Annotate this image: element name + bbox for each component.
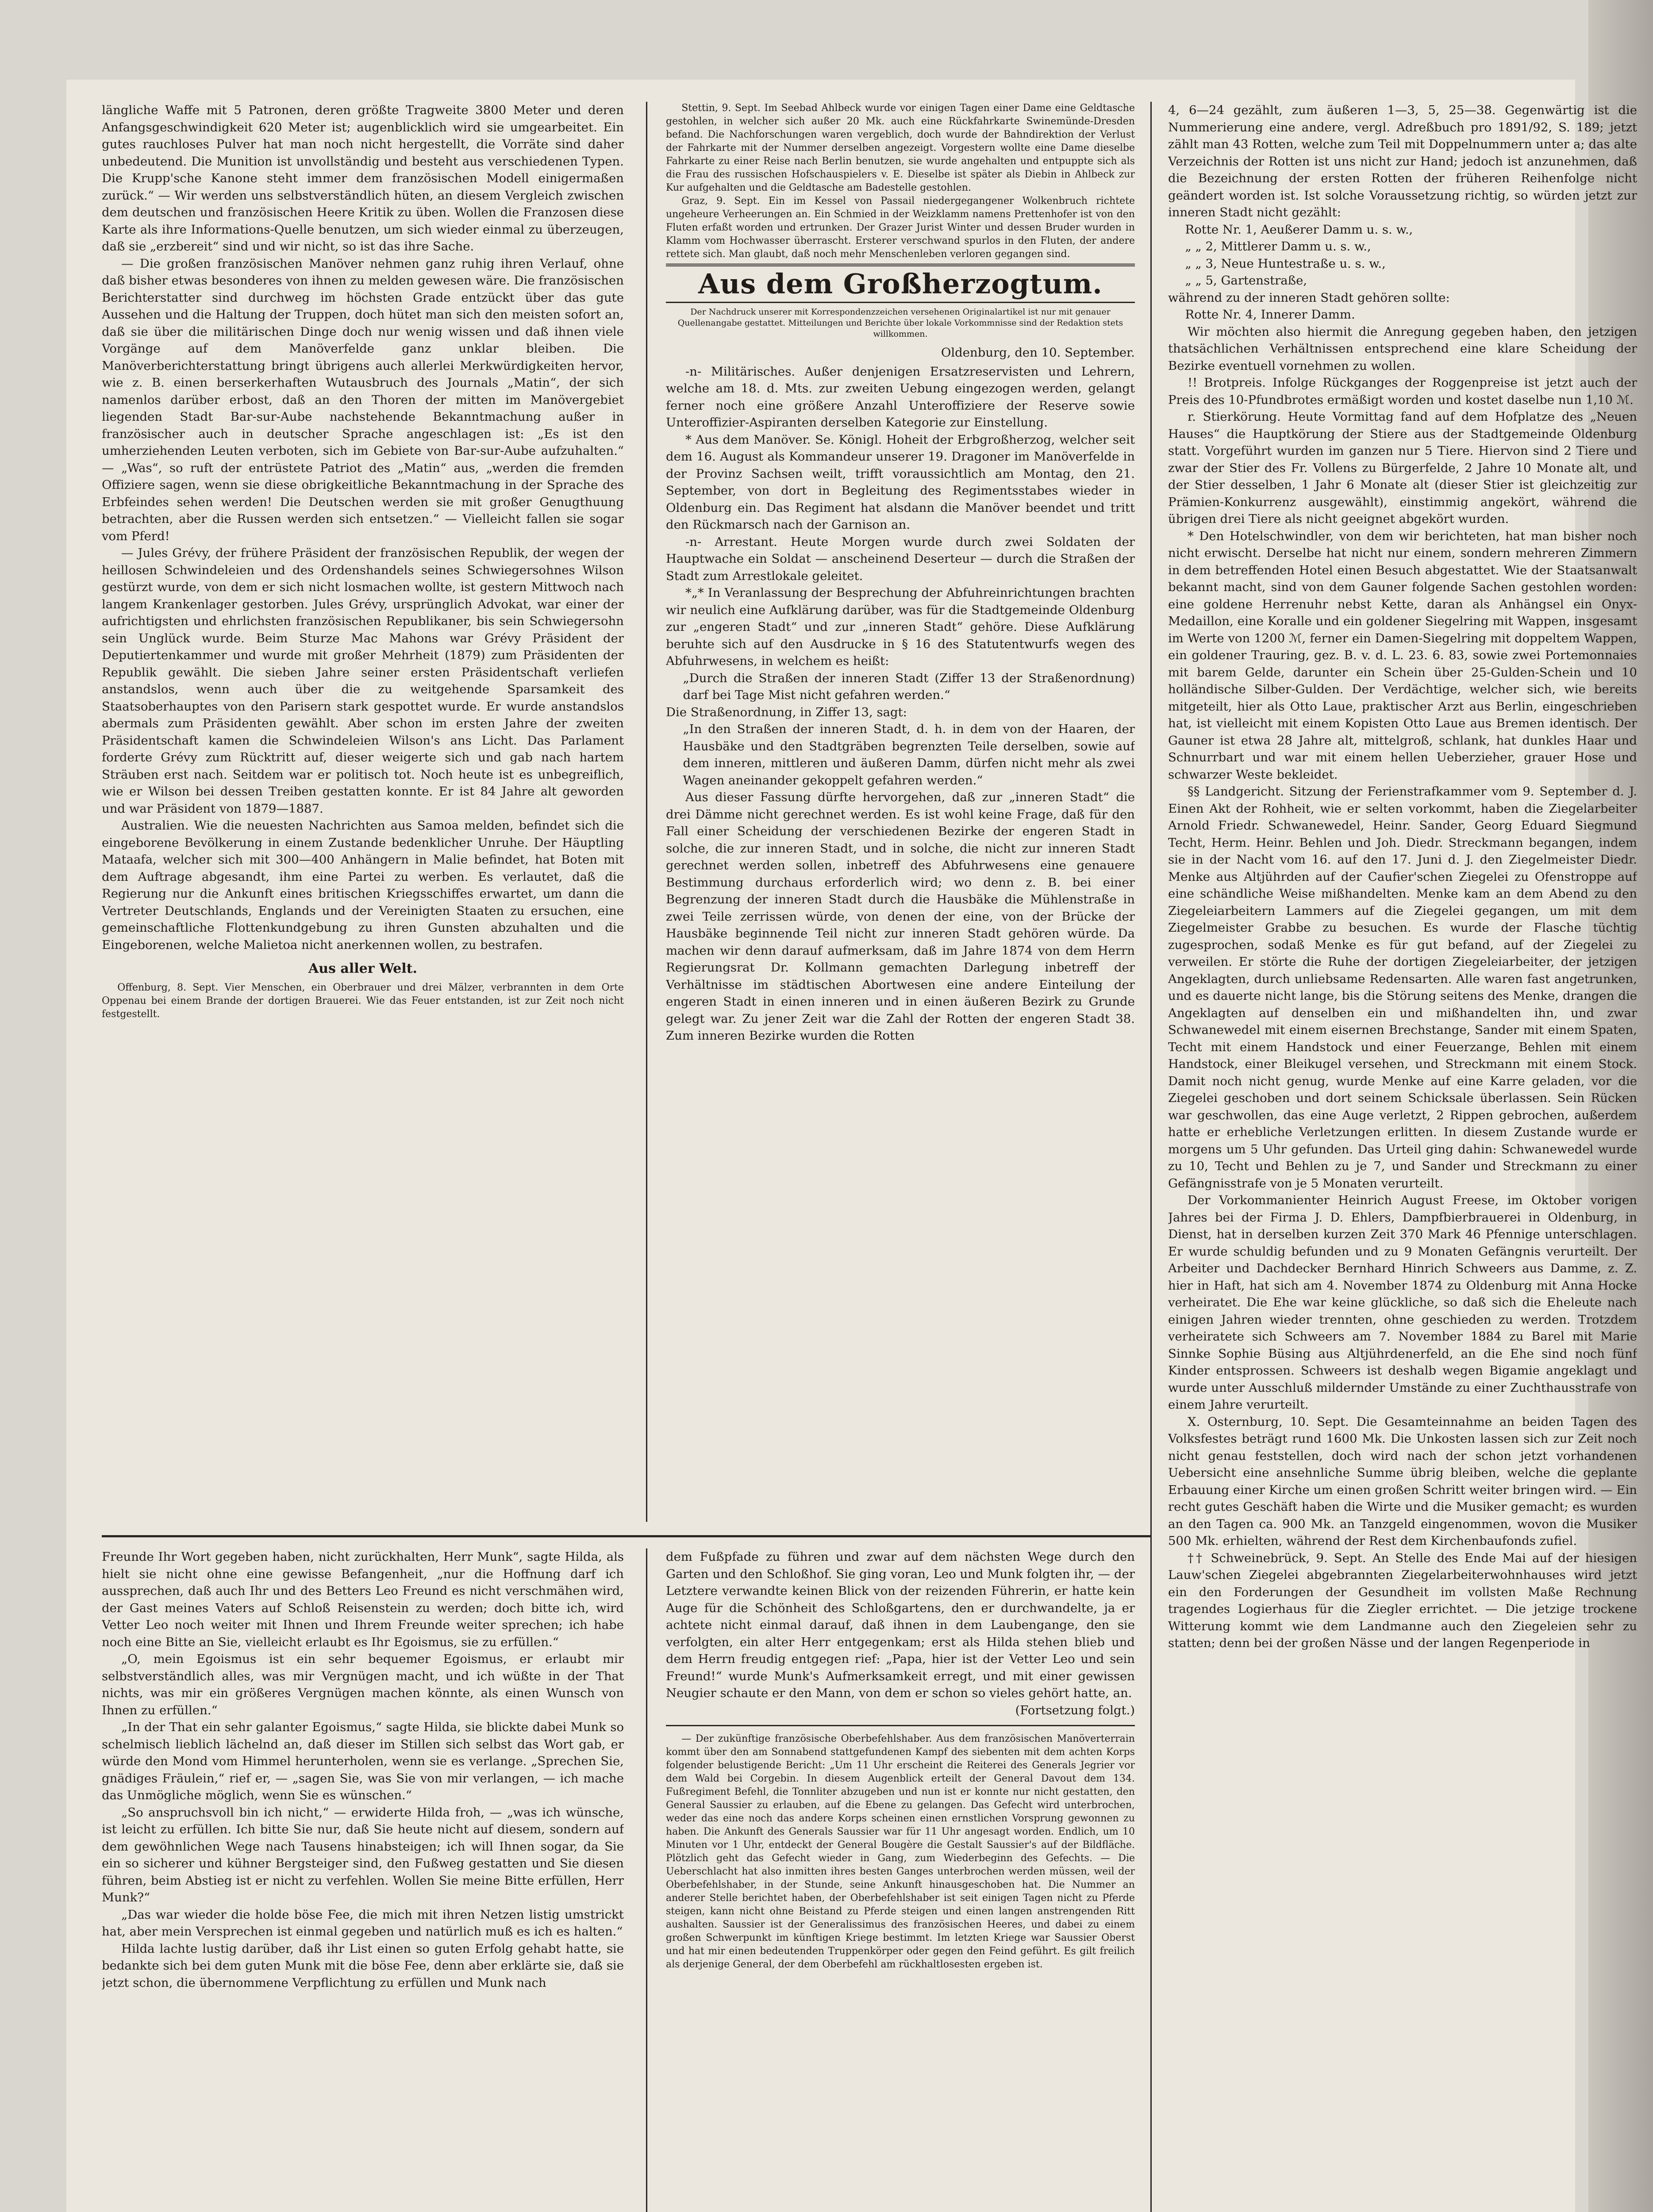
paragraph: †† Schweinebrück, 9. Sept. An Stelle des Ende Mai auf der hiesigen Lauw'schen Ziegelei abgebrannten Ziegelarbeiterwohnhauses wird jetzt ein den Forderungen der Gesundheit im vollsten Maße Rechnung tragendes Logierhaus für die Ziegler errichtet. — Die jetzige trockene Witterung kommt wie dem Landmanne auch den Ziegeleien sehr zu statten; denn bei der großen Nässe und der langen Regenperiode in — [1168, 1551, 1637, 1650]
paragraph: längliche Waffe mit 5 Patronen, deren größte Tragweite 3800 Meter und deren Anfangsgeschwindigkeit 620 Meter ist; augenblicklich wird sie umgearbeitet. Ein gutes rauchloses Pulver hat man noch nicht hergestellt, die Vorräte sind daher unbedeutend. Die Munition ist unvollständig und besteht aus verschiedenen Typen. Die Krupp'sche Kanone steht immer dem französischen Modell einigermaßen zurück.“ — Wir werden uns selbstverständlich hüten, an diesem Vergleich zwischen dem deutschen und französischen Heere Kritik zu üben. Wollen die Franzosen diese Karte als ihre Informations-Quelle benutzen, um sich wieder einmal zu überzeugen, daß sie „erzbereit“ sind und wir nicht, so ist das ihre Sache. — [102, 103, 624, 253]
paragraph: — Die großen französischen Manöver nehmen ganz ruhig ihren Verlauf, ohne daß bisher etwas besonderes von ihnen zu melden gewesen wäre. Die französischen Berichterstatter sind durchweg im höchsten Grade entzückt über das gute Aussehen und die Haltung der Truppen, doch hütet man sich den meisten sofort an, daß sie über die militärischen Dinge doch nur wenig wissen und daß ihnen viele Vorgänge auf dem Manöverfelde ganz unklar bleiben. Die Manöverberichterstattung bringt übrigens auch allerlei Merkwürdigkeiten hervor, wie z. B. einen berserkerhaften Wutausbruch des Journals „Matin“, der sich namenlos darüber erbost, daß an den Thoren der mitten im Manövergebiet liegenden Stadt Bar-sur-Aube nachstehende Bekanntmachung außer in französischer auch in deutscher Sprache angeschlagen ist: „Es ist den umherziehenden Leuten verboten, sich im Gebiete von Bar-sur-Aube aufzuhalten.“ — „Was“, so ruft der entrüstete Patriot des „Matin“ aus, „werden die fremden Offiziere sagen, wenn sie diese obrigkeitliche Bekanntmachung in der Sprache des Erbfeindes sehen werden! Die Deutschen werden sie mit großer Genugthuung betrachten, aber die Russen werden sich entsetzen.“ — Vielleicht fallen sie sogar vom Pferd! — [102, 256, 624, 543]
paragraph: X. Osternburg, 10. Sept. Die Gesamteinnahme an beiden Tagen des Volksfestes beträgt rund 1600 Mk. Die Unkosten lassen sich zur Zeit noch nicht genau feststellen, doch wird nach der schon jetzt vorhandenen Uebersicht eine ansehnliche Summe übrig bleiben, welche die geplante Erbauung einer Kirche um einen großen Schritt weiter bringen wird. — Ein recht gutes Geschäft haben die Wirte und die Musiker gemacht; es wurden an den Tagen ca. 900 Mk. an Tanzgeld eingenommen, wovon die Musiker 500 Mk. erhielten, während der Rest dem Kirchenbaufonds zufiel. — [1168, 1414, 1637, 1548]
paragraph: Hilda lachte lustig darüber, daß ihr List einen so guten Erfolg gehabt hatte, sie bedankte sich bei dem guten Munk mit die böse Fee, denn aber erklärte sie, daß sie jetzt schon, die übernommene Verpflichtung zu erfüllen und Munk nach — [102, 1941, 624, 1990]
paragraph: Australien. Wie die neuesten Nachrichten aus Samoa melden, befindet sich die eingeborene Bevölkerung in einem Zustande bedenklicher Unruhe. Der Häuptling Mataafa, welcher sich mit 300—400 Anhängern in Malie befindet, hat Boten mit dem Auftrage abgesandt, ihm eine Partei zu werben. Es verlautet, daß die Regierung nur die Ankunft eines britischen Kriegsschiffes erwartet, um dann die Vertreter Deutschlands, Englands und der Vereinigten Staaten zu ersuchen, eine gemeinschaftliche Flottenkundgebung zu ihren Gunsten abzuhalten und die Eingeborenen, welche Malietoa nicht anerkennen wollen, zu bestrafen. — [102, 818, 624, 952]
column-2 — [666, 102, 1135, 1526]
column-divider — [1150, 102, 1152, 2212]
section-masthead: Aus dem Großherzogtum. — [666, 264, 1135, 303]
column-3 — [1168, 102, 1637, 2212]
column-1 — [102, 102, 624, 1526]
list-item: „ „ 5, Gartenstraße, — [1185, 273, 1307, 288]
list-item: Rotte Nr. 4, Innerer Damm. — [1185, 307, 1355, 322]
list-item: „ „ 2, Mittlerer Damm u. s. w., — [1185, 239, 1371, 253]
dateline: Oldenburg, den 10. September. — [941, 346, 1135, 360]
quotation: „Durch die Straßen der inneren Stadt (Ziffer 13 der Straßenordnung) darf bei Tage Mist nicht gefahren werden.“ — [683, 671, 1135, 702]
list-item: Rotte Nr. 1, Aeußerer Damm u. s. w., — [1185, 222, 1413, 237]
article-divider — [666, 1725, 1135, 1726]
continuation-note: (Fortsetzung folgt.) — [1015, 1703, 1135, 1717]
paragraph: — Jules Grévy, der frühere Präsident der französischen Republik, der wegen der heillosen Schwindeleien und des Ordenshandels seines Schwiegersohnes Wilson gestürzt wurde, von dem er sich nicht losmachen wollte, ist gestern Mittwoch nach langem Krankenlager gestorben. Jules Grévy, ursprünglich Advokat, war einer der aufrichtigsten und ehrlichsten französischen Republikaner, bis sein Schwiegersohn sein Unglück wurde. Beim Sturze Mac Mahons war Grévy Präsident der Deputiertenkammer und wurde mit großer Mehrheit (1879) zum Präsidenten der Republik gewählt. Die sieben Jahre seiner ersten Präsidentschaft verliefen anstandslos, wenn auch über die zu weitgehende Sparsamkeit des Staatsoberhauptes von den Parisern stark gespottet wurde. Er wurde anstandslos abermals zum Präsidenten gewählt. Aber schon im ersten Jahre der zweiten Präsidentschaft kamen die Schwindeleien Wilson's ans Licht. Das Parlament forderte Grévy zum Rücktritt auf, dieser weigerte sich und gab nach hartem Sträuben erst nach. Seitdem war er politisch tot. Noch heute ist es unbegreiflich, wie er Wilson bei dessen Treiben gestatten konnte. Er ist 84 Jahre alt geworden und war Präsident von 1879—1887. — [102, 546, 624, 816]
feuilleton-column-2 — [666, 1548, 1135, 2212]
paragraph: „O, mein Egoismus ist ein sehr bequemer Egoismus, er erlaubt mir selbstverständlich alles, was mir Vergnügen macht, und ich wüßte in der That nichts, was mir ein größeres Vergnügen machen könnte, als einen Wunsch von Ihnen zu erfüllen.“ — [102, 1652, 624, 1717]
paragraph: — Der zukünftige französische Oberbefehlshaber. Aus dem französischen Manöverterrain kommt über den am Sonnabend stattgefundenen Kampf des siebenten mit dem achten Korps folgender belustigende Bericht: „Um 11 Uhr erscheint die Reiterei des Generals Jegrier vor dem Wald bei Corgebin. In diesem Augenblick erteilt der General Davout dem 134. Fußregiment Befehl, die Tonnliter abzugeben und nun ist er konnte nur nicht gestatten, den General Saussier zu erlauben, auf die Ebene zu gelangen. Das Gefecht wird unterbrochen, weder das eine noch das andere Korps scheinen einen ernstlichen Vorsprung gewonnen zu haben. Die Ankunft des Generals Saussier war für 11 Uhr angesagt worden. Endlich, um 10 Minuten vor 1 Uhr, entdeckt der General Bougère die Gestalt Saussier's auf der Bildfläche. Plötzlich geht das Gefecht wieder in Gang, zum Wiederbeginn des Gefechts. — Die Ueberschlacht hat also inmitten ihres besten Ganges unterbrochen werden müssen, weil der Oberbefehlshaber, in der Stunde, seine Ankunft hinausgeschoben hat. Die Nummer an anderer Stelle berichtet haben, der Oberbefehlshaber ist seit einigen Tagen nicht zu Pferde steigen, kann nicht ohne Beistand zu Pferde steigen und einen langen anstrengenden Ritt aushalten. Saussier ist der Generalissimus des französischen Heeres, und dabei zu einem großen Schwerpunkt im künftigen Kriege bestimmt. Im letzten Kriege war Saussier Oberst und hat mir einen bedeutenden Truppenkörper oder gegen den Feind geführt. Es gilt freilich als derjenige General, der dem Oberbefehl am rückhaltlosesten ergeben ist. — [666, 1733, 1135, 1970]
paragraph: Der Vorkommanienter Heinrich August Freese, im Oktober vorigen Jahres bei der Firma J. D. Ehlers, Dampfbierbrauerei in Oldenburg, in Dienst, hat in derselben kurzen Zeit 370 Mark 46 Pfennige unterschlagen. Er wurde schuldig befunden und zu 9 Monaten Gefängnis verurteilt. Der Arbeiter und Dachdecker Bernhard Hinrich Schweers aus Damme, z. Z. hier in Haft, hat sich am 4. November 1874 zu Oldenburg mit Anna Hocke verheiratet. Die Ehe war keine glückliche, so daß sich die Eheleute nach einigen Jahren wieder trennten, ohne geschieden zu werden. Trotzdem verheiratete sich Schweers am 7. November 1884 zu Barel mit Marie Sinnke Sophie Büsing aus Altjührdenerfeld, an die Ehe sind noch fünf Kinder entsprossen. Schweers ist deshalb wegen Bigamie angeklagt und wurde unter Ausschluß mildernder Umstände zu einer Zuchthausstrafe von einem Jahre verurteilt. — [1168, 1193, 1637, 1412]
paragraph: während zu der inneren Stadt gehören sollte: — [1168, 290, 1450, 305]
paragraph: §§ Landgericht. Sitzung der Ferienstrafkammer vom 9. September d. J. Einen Akt der Rohheit, wie er selten vorkommt, haben die Ziegelarbeiter Arnold Friedr. Schwanewedel, Heinr. Sander, Georg Eduard Siegmund Techt, Herm. Heinr. Behlen und Joh. Diedr. Streckmann begangen, indem sie in der Nacht vom 16. auf den 17. Juni d. J. den Ziegelmeister Diedr. Menke aus Altjührden auf der Caufier'schen Ziegelei zu Ofenstroppe auf eine schändliche Weise mißhandelten. Menke kam an dem Abend zu den Ziegeleiarbeitern Lammers auf die Ziegelei gegangen, um mit dem Ziegelmeister Grabbe zu besuchen. Es wurde der Flasche tüchtig zugesprochen, sodaß Menke es für gut befand, auf der Ziegelei zu verweilen. Er störte die Ruhe der dortigen Ziegeleiarbeiter, der jetzigen Angeklagten, durch unliebsame Redensarten. Alle waren fast angetrunken, und es dauerte nicht lange, bis die Störung seitens des Menke, drangen die Angeklagten auf denselben ein und mißhandelten ihn, und zwar Schwanewedel mit einem eisernen Brechstange, Sander mit einem Spaten, Techt mit einem Handstock und einer Feuerzange, Behlen mit einem Handstock, einer Bleikugel versehen, und Streckmann mit einem Stock. Damit noch nicht genug, wurde Menke auf eine Karre geladen, vor die Ziegelei geschoben und dort seinem Schicksale überlassen. Sein Rücken war geschwollen, das eine Auge verletzt, 2 Rippen gebrochen, außerdem hatte er erhebliche Verletzungen erlitten. In diesem Zustande wurde er morgens um 5 Uhr gefunden. Das Urteil ging dahin: Schwanewedel wurde zu 10, Techt und Behlen zu je 7, und Sander und Streckmann zu einer Gefängnisstrafe von je 5 Monaten verurteilt. — [1168, 784, 1637, 1190]
paragraph: „In der That ein sehr galanter Egoismus,“ sagte Hilda, sie blickte dabei Munk so schelmisch lieblich lächelnd an, daß dieser im Stillen sich selbst das Wort gab, er würde den Mond vom Himmel herunterholen, wenn sie es verlange. „Sprechen Sie, gnädiges Fräulein,“ rief er, — „sagen Sie, was Sie von mir verlangen, — ich mache das Unmögliche möglich, wenn Sie es wünschen.“ — [102, 1720, 624, 1802]
paragraph: Wir möchten also hiermit die Anregung gegeben haben, den jetzigen thatsächlichen Verhältnissen entsprechend eine klare Scheidung der Bezirke eventuell vornehmen zu wollen. — [1168, 324, 1637, 373]
list-item: „ „ 3, Neue Huntestraße u. s. w., — [1185, 256, 1386, 271]
paragraph: Aus dieser Fassung dürfte hervorgehen, daß zur „inneren Stadt“ die drei Dämme nicht gerechnet werden. Es ist wohl keine Frage, daß für den Fall einer Scheidung der verschiedenen Bezirke der engeren Stadt in solche, die zur inneren Stadt, und in solche, die nicht zur inneren Stadt gerechnet werden sollen, inbetreff des Abfuhrwesens eine genauere Bestimmung durchaus erforderlich wird; wo denn z. B. bei einer Begrenzung der inneren Stadt durch die Hausbäke die Mühlenstraße in zwei Teile zerrissen würde, von denen der eine, von der Brücke der Hausbäke beginnende Teil nicht zur inneren Stadt gehören würde. Da machen wir denn darauf aufmerksam, daß im Jahre 1874 von dem Herrn Regierungsrat Dr. Kollmann gemachten Darlegung inbetreff der Verhältnisse im städtischen Abortwesen eine andere Einteilung der engeren Stadt in einen inneren und in einen äußeren Bezirk zu Grunde gelegt war. Zu jener Zeit war die Zahl der Rotten der engeren Stadt 38. Zum inneren Bezirke wurden die Rotten — [666, 790, 1135, 1043]
paragraph: r. Stierkörung. Heute Vormittag fand auf dem Hofplatze des „Neuen Hauses“ die Hauptkörung der Stiere aus der Stadtgemeinde Oldenburg statt. Vorgeführt wurden im ganzen nur 5 Tiere. Hiervon sind 2 Tiere und zwar der Stier des Fr. Vollens zu Bürgerfelde, 2 Jahre 10 Monate alt, und der Stier desselben, 1 Jahr 6 Monate alt (dieser Stier ist gleichzeitig zur Prämien-Konkurrenz ausgewählt), einstimmig angekört, während die übrigen drei Tiere als nicht geeignet abgekört wurden. — [1168, 410, 1637, 526]
feuilleton-column-1 — [102, 1548, 624, 2212]
paragraph: -n- Militärisches. Außer denjenigen Ersatzreservisten und Lehrern, welche am 18. d. Mts. zur zweiten Uebung eingezogen werden, gelangt ferner noch eine größere Anzahl Unteroffiziere der Reserve sowie Unteroffizier-Aspiranten derselben Kategorie zur Einstellung. — [666, 364, 1135, 430]
paragraph: Graz, 9. Sept. Ein im Kessel von Passail niedergegangener Wolkenbruch richtete ungeheure Verheerungen an. Ein Schmied in der Weizklamm namens Prettenhofer ist von den Fluten erfaßt worden und ertrunken. Der Grazer Jurist Winter und dessen Bruder wurden in Klamm vom Hochwasser überrascht. Ersterer verschwand spurlos in den Fluten, der andere rettete sich. Man glaubt, daß noch mehr Menschenleben verloren gegangen sind. — [666, 196, 1135, 260]
paragraph: Offenburg, 8. Sept. Vier Menschen, ein Oberbrauer und drei Mälzer, verbrannten in dem Orte Oppenau bei einem Brande der dortigen Brauerei. Wie das Feuer entstanden, ist zur Zeit noch nicht festgestellt. — [102, 982, 624, 1020]
quotation: „In den Straßen der inneren Stadt, d. h. in dem von der Haaren, der Hausbäke und den Stadtgräben begrenzten Teile derselben, sowie auf dem inneren, mittleren und äußeren Damm, dürfen nicht mehr als zwei Wagen aneinander gekoppelt gefahren werden.“ — [683, 722, 1135, 787]
column-divider — [646, 102, 647, 1522]
paragraph: * Den Hotelschwindler, von dem wir berichteten, hat man bisher noch nicht erwischt. Derselbe hat nicht nur einem, sondern mehreren Zimmern in dem betreffenden Hotel einen Besuch abgestattet. Wie der Staatsanwalt bekannt macht, sind von dem Gauner folgende Sachen gestohlen worden: eine goldene Herrenuhr nebst Kette, daran als Anhängsel ein Onyx-Medaillon, eine Koralle und ein goldener Siegelring mit Wappen, insgesamt im Werte von 1200 ℳ, ferner ein Damen-Siegelring mit doppeltem Wappen, ein goldener Trauring, gez. B. v. d. L. 23. 6. 83, sowie zwei Portemonnaies mit barem Gelde, darunter ein Schein über 25-Gulden-Schein und 10 holländische Silber-Gulden. Der Verdächtige, welcher sich, wie bereits mitgeteilt, hier als Otto Laue, praktischer Arzt aus Berlin, eingeschrieben hat, ist vielleicht mit einem Kopisten Otto Laue aus Bremen identisch. Der Gauner ist etwa 28 Jahre alt, mittelgroß, schlank, hat dunkles Haar und Schnurrbart und war mit einem hellen Ueberzieher, grauer Hose und schwarzer Weste bekleidet. — [1168, 529, 1637, 782]
paragraph: Stettin, 9. Sept. Im Seebad Ahlbeck wurde vor einigen Tagen einer Dame eine Geldtasche gestohlen, in welcher sich außer 20 Mk. auch eine Rückfahrkarte Swinemünde-Dresden befand. Die Nachforschungen waren vergeblich, doch wurde der Bahndirektion der Verlust der Fahrkarte mit der Nummer derselben angezeigt. Vorgestern wollte eine Dame dieselbe Fahrkarte zu einer Reise nach Berlin benutzen, sie wurde angehalten und entpuppte sich als die Frau des russischen Hofschauspielers v. E. Dieselbe ist später als Diebin in Ahlbeck zur Kur aufgehalten und die Geldtasche am Badestelle gestohlen. — [666, 103, 1135, 193]
feuilleton-divider — [102, 1535, 1150, 1537]
paragraph: Freunde Ihr Wort gegeben haben, nicht zurückhalten, Herr Munk“, sagte Hilda, als hielt sie nicht ohne eine gewisse Befangenheit, „nur die Hoffnung darf ich aussprechen, daß auch Ihr und des Betters Leo Freund es nicht verschmähen wird, der Gast meines Vaters auf Schloß Reisenstein zu werden; doch bitte ich, wird Vetter Leo noch weiter mit Ihnen und Ihrem Freunde weiter sprechen; ich habe noch eine Bitte an Sie, vielleicht erlaubt es Ihr Egoismus, sie zu erfüllen.“ — [102, 1550, 624, 1649]
paragraph: „Das war wieder die holde böse Fee, die mich mit ihren Netzen listig umstrickt hat, aber mein Versprechen ist einmal gegeben und natürlich muß es ich es halten.“ — [102, 1907, 624, 1939]
column-divider — [646, 1548, 647, 2212]
paragraph: „So anspruchsvoll bin ich nicht,“ — erwiderte Hilda froh, — „was ich wünsche, ist leicht zu erfüllen. Ich bitte Sie nur, daß Sie heute nicht auf diesem, sondern auf dem gewöhnlichen Wege nach Tausens hinabsteigen; ich will Ihnen sogar, da Sie ein so sicherer und kühner Bergsteiger sind, den Fußweg gestatten und Sie diesen führen, beim Abstieg ist er nicht zu verfehlen. Wollen Sie meine Bitte erfüllen, Herr Munk?“ — [102, 1805, 624, 1905]
section-heading: Aus aller Welt. — [308, 961, 418, 976]
paragraph: *„* In Veranlassung der Besprechung der Abfuhreinrichtungen brachten wir neulich eine Aufklärung darüber, was für die Stadtgemeinde Oldenburg zur „engeren Stadt“ und zur „inneren Stadt“ gehöre. Diese Aufklärung beruhte sich auf den Ausdrucke in § 16 des Statutentwurfs wegen des Abfuhrwesens, in welchem es heißt: — [666, 586, 1135, 668]
paragraph: * Aus dem Manöver. Se. Königl. Hoheit der Erbgroßherzog, welcher seit dem 16. August als Kommandeur unserer 19. Dragoner im Manöverfelde in der Provinz Sachsen weilt, trifft voraussichtlich am Montag, den 21. September, von dort in Begleitung des Regimentsstabes wieder in Oldenburg ein. Das Regiment hat alsdann die Manöver beendet und tritt den Rückmarsch nach der Garnison an. — [666, 432, 1135, 532]
paragraph: dem Fußpfade zu führen und zwar auf dem nächsten Wege durch den Garten und den Schloßhof. Sie ging voran, Leo und Munk folgten ihr, — der Letztere verwandte keinen Blick von der reizenden Führerin, er hatte kein Auge für die Schönheit des Schloßgartens, den er durchwandelte, ja er achtete nicht einmal darauf, daß ihnen in dem Laubengange, den sie verfolgten, ein alter Herr entgegenkam; erst als Hilda stehen blieb und dem Herrn freudig entgegen rief: „Papa, hier ist der Vetter Leo und sein Freund!“ wurde Munk's Aufmerksamkeit erregt, und mit einer gewissen Neugier schaute er den Mann, von dem er schon so vieles gehört hatte, an. — [666, 1550, 1135, 1700]
paragraph: Die Straßenordnung, in Ziffer 13, sagt: — [666, 705, 907, 719]
reprint-note: Der Nachdruck unserer mit Korrespondenzzeichen versehenen Originalartikel ist nur mit genauer Quellenangabe gestattet. Mitteilungen und Berichte über lokale Vorkommnisse sind der Redaktion stets willkommen. — [677, 307, 1123, 339]
paragraph: 4, 6—24 gezählt, zum äußeren 1—3, 5, 25—38. Gegenwärtig ist die Nummerierung eine andere, vergl. Adreßbuch pro 1891/92, S. 189; jetzt zählt man 43 Rotten, welche zum Teil mit Doppelnummern unter a; das alte Verzeichnis der Rotten ist uns nicht zur Hand; jedoch ist anzunehmen, daß die Bezeichnung der ersten Rotten der früheren Reihenfolge nicht geändert worden ist. Ist solche Voraussetzung richtig, so würden jetzt zur inneren Stadt nicht gezählt: — [1168, 103, 1637, 219]
paragraph: -n- Arrestant. Heute Morgen wurde durch zwei Soldaten der Hauptwache ein Soldat — anscheinend Deserteur — durch die Straßen der Stadt zum Arrestlokale geleitet. — [666, 534, 1135, 583]
paragraph: !! Brotpreis. Infolge Rückganges der Roggenpreise ist jetzt auch der Preis des 10-Pfundbrotes ermäßigt worden und kostet daselbe nun 1,10 ℳ. — [1168, 376, 1637, 407]
